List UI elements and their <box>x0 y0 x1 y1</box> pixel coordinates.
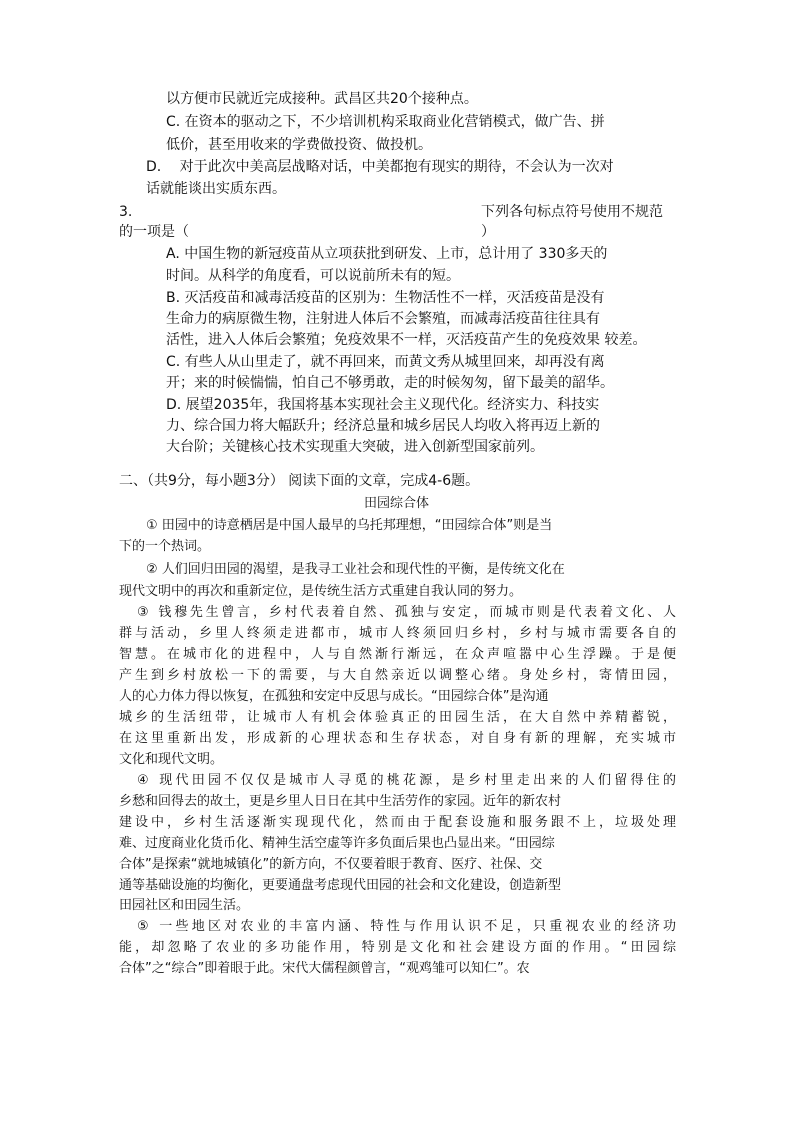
q2-option-c-text: C. 在资本的驱动之下，不少培训机构采取商业化营销模式，做广告、拼 <box>166 114 605 130</box>
q2-option-d-text: D. 对于此次中美高层战略对话，中美都抱有现实的期待，不会认为一次对 <box>146 159 614 175</box>
q2-option-c-line1 <box>166 112 676 132</box>
para3-line4: 产生到乡村放松一下的需要，与大自然亲近以调整心绪。身处乡村，寄情田园， <box>119 668 679 683</box>
para3-line1: ③ 钱穆先生曾言，乡村代表着自然、孤独与安定，而城市则是代表着文化、人 <box>137 605 679 620</box>
para4-line5: 合体”是探索“就地城镇化”的新方向，不仅要着眼于教育、医疗、社保、交 <box>119 857 543 872</box>
article-title: 田园综合体 <box>363 496 429 511</box>
para2-line2: 现代文明中的再次和重新定位，是传统生活方式重建自我认同的努力。 <box>119 584 523 599</box>
q2-option-b-continuation: 以方便市民就近完成接种。武昌区共20个接种点。 <box>166 91 478 107</box>
para3-line2: 群与活动，乡里人终须走进都市，城市人终须回归乡村，乡村与城市需要各自的 <box>119 626 679 641</box>
q2-option-d-line2: 话就能谈出实质东西。 <box>146 181 286 197</box>
para3-line5: 人的心力体力得以恢复，在孤独和安定中反思与成长。“田园综合体”是沟通 <box>119 689 549 704</box>
q2-option-c-line2: 低价，甚至用收来的学费做投资、做投机。 <box>166 137 432 153</box>
q3-option-b-line3: 活性，进入人体后会繁殖；免疫效果不一样，灭活疫苗产生的免疫效果 较差。 <box>166 332 647 348</box>
q3-option-b-line1: B. 灭活疫苗和减毒活疫苗的区别为：生物活性不一样，灭活疫苗是没有 <box>166 290 605 306</box>
para4-line7: 田园社区和田园生活。 <box>119 898 250 913</box>
para5-line3: 合体”之“综合”即着眼于此。宋代大儒程颜曾言，“观鸡雏可以知仁”。农 <box>119 961 530 976</box>
q2-option-d-line1 <box>146 157 676 177</box>
para2-line1: ② 人们回归田园的渴望，是我寻工业社会和现代性的平衡，是传统文化在 <box>146 562 565 577</box>
q3-stem-line2: 的一项是（ <box>119 224 189 240</box>
para4-line4: 难、过度商业化货币化、精神生活空虚等许多负面后果也凸显出来。“田园综 <box>119 836 555 851</box>
q3-option-c-line2: 开；来的时候惴惴，怕自己不够勇敢，走的时候匆匆，留下最美的韶华。 <box>166 375 614 391</box>
para1-line2: 下的一个热词。 <box>119 539 211 554</box>
para4-line6: 通等基础设施的均衡化，更要通盘考虑现代田园的社会和文化建设，创造新型 <box>119 878 562 893</box>
q3-option-a-line2: 时间。从科学的角度看，可以说前所未有的短。 <box>166 268 460 284</box>
para3-line6: 城乡的生活纽带，让城市人有机会体验真正的田园生活，在大自然中养精蓄锐， <box>119 710 679 725</box>
q3-stem-line1: 下列各句标点符号使用不规范 <box>481 204 663 220</box>
para4-line3: 建设中，乡村生活逐渐实现现代化，然而由于配套设施和服务跟不上，垃圾处理 <box>119 815 679 830</box>
para4-line1: ④ 现代田园不仅仅是城市人寻觅的桃花源，是乡村里走出来的人们留得住的 <box>137 773 680 788</box>
q3-option-b-line2: 生命力的病原微生物，注射进人体后不会繁殖，而减毒活疫苗往往具有 <box>166 311 600 327</box>
para4-line2: 乡愁和回得去的故土，更是乡里人日日在其中生活劳作的家园。近年的新农村 <box>119 794 562 809</box>
q3-number: 3. <box>119 204 133 220</box>
para3-line3: 智慧。在城市化的进程中，人与自然渐行渐远，在众声喧嚣中心生浮躁。于是便 <box>119 647 679 662</box>
q3-option-d-line1: D. 展望2035年，我国将基本实现社会主义现代化。经济实力、科技实 <box>166 397 600 413</box>
q3-option-c-line1: C. 有些人从山里走了，就不再回来，而黄文秀从城里回来，却再没有离 <box>166 354 605 370</box>
para5-line2: 能，却忽略了农业的多功能作用，特别是文化和社会建设方面的作用。“田园综 <box>119 940 680 955</box>
para1-line1: ① 田园中的诗意栖居是中国人最早的乌托邦理想，“田园综合体”则是当 <box>146 518 553 533</box>
q3-option-d-line2: 力、综合国力将大幅跃升；经济总量和城乡居民人均收入将再迈上新的 <box>166 418 600 434</box>
q3-option-a-line1: A. 中国生物的新冠疫苗从立项获批到研发、上市，总计用了 330多天的 <box>166 246 608 262</box>
para3-line7: 在这里重新出发，形成新的心理状态和生存状态，对自身有新的理解，充实城市 <box>119 731 679 746</box>
q3-stem-close-paren: ） <box>481 224 495 240</box>
para5-line1: ⑤ 一些地区对农业的丰富内涵、特性与作用认识不足，只重视农业的经济功 <box>137 919 680 934</box>
para3-line8: 文化和现代文明。 <box>119 752 224 767</box>
section2-heading: 二、（共9分，每小题3分） 阅读下面的文章，完成4-6题。 <box>119 473 480 489</box>
q3-option-d-line3: 大台阶；关键核心技术实现重大突破，进入创新型国家前列。 <box>166 439 544 455</box>
